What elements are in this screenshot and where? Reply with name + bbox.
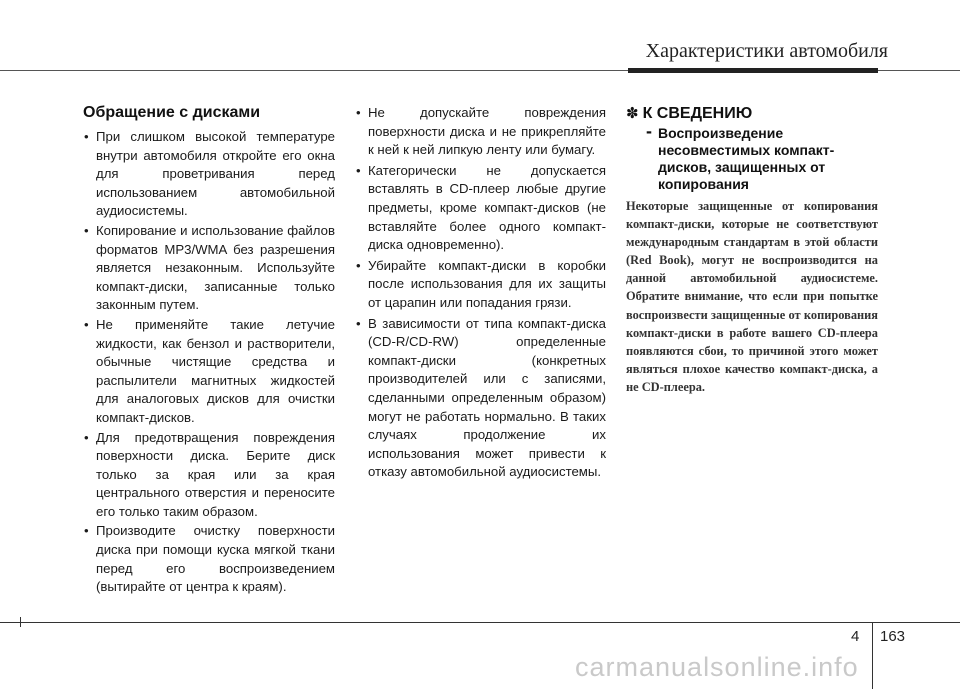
list-item: • Для предотвращения повреждения поверхности диска. Берите диск только за края или за края центрального отверстия и переносите его только таким образом. bbox=[84, 429, 335, 519]
info-subtitle: Воспроизведение несовместимых компакт-дисков, защищенных от копирования bbox=[658, 125, 835, 192]
list-item: • Убирайте компакт-диски в коробки после использования для их защиты от царапин или попадания грязи. bbox=[356, 257, 606, 310]
list-item: • При слишком высокой температуре внутри автомобиля откройте его окна для проветривания перед использованием автомобильной аудиосистемы. bbox=[84, 129, 335, 219]
list-item: • Производите очистку поверхности диска при помощи куска мягкой ткани перед его воспроизведением (вытирайте от центра к краям). bbox=[84, 523, 335, 595]
section-title: Обращение с дисками bbox=[83, 104, 261, 121]
chapter-title: Характеристики автомобиля bbox=[645, 40, 888, 62]
column-disc-handling bbox=[83, 104, 335, 598]
asterisk-icon: ✽ bbox=[626, 105, 639, 122]
column-disc-handling-continued bbox=[355, 104, 606, 484]
info-heading bbox=[626, 104, 878, 123]
list-item: • Категорически не допускается вставлять в CD-плеер любые другие предметы, кроме компакт-дисков (не вставляйте более одного компакт-диска одновременно). bbox=[356, 162, 606, 253]
chapter-number: 4 bbox=[851, 628, 860, 645]
info-title: К СВЕДЕНИЮ bbox=[642, 105, 753, 122]
info-subheading bbox=[626, 121, 878, 193]
header-rule-accent bbox=[628, 68, 878, 73]
bullet-list bbox=[355, 104, 606, 482]
page-number: 163 bbox=[880, 628, 906, 645]
list-item: • Не допускайте повреждения поверхности диска и не прикрепляйте к ней к ней липкую ленту или бумагу. bbox=[356, 105, 606, 158]
list-item: • Копирование и использование файлов форматов MP3/WMA без разрешения является незаконным. Используйте компакт-диски, записанные только законным путем. bbox=[84, 222, 335, 313]
page-separator bbox=[872, 622, 873, 689]
footer-tick bbox=[20, 617, 21, 627]
list-item: • В зависимости от типа компакт-диска (CD-R/CD-RW) определенные компакт-диски (конкретных производителей или с записями, сделанными определенным образом) могут не работать нормально. В таких случаях продолжение их использования может привести к отказу автомобильной аудиосистемы. bbox=[356, 315, 606, 480]
info-body: Некоторые защищенные от копирования компакт-диски, которые не соответствуют международным стандартам в этой области (Red Book), могут не воспроизводится на данной автомобильной аудиосистеме. Обратите внимание, что если при попытке воспроизвести защищенные от копирования компакт-диски в работе вашего CD-плеера появляются сбои, то причиной этого может являться плохое качество компакт-диска, а не CD-плеера. bbox=[626, 199, 878, 394]
footer-rule bbox=[0, 622, 960, 623]
dash-marker: - bbox=[646, 121, 652, 141]
watermark: carmanualsonline.info bbox=[575, 652, 859, 682]
bullet-list bbox=[83, 128, 335, 597]
list-item: • Не применяйте такие летучие жидкости, как бензол и растворители, обычные чистящие средства и распылители магнитных жидкостей для аналоговых дисков для очистки компакт-дисков. bbox=[84, 316, 335, 425]
info-box bbox=[626, 104, 878, 396]
